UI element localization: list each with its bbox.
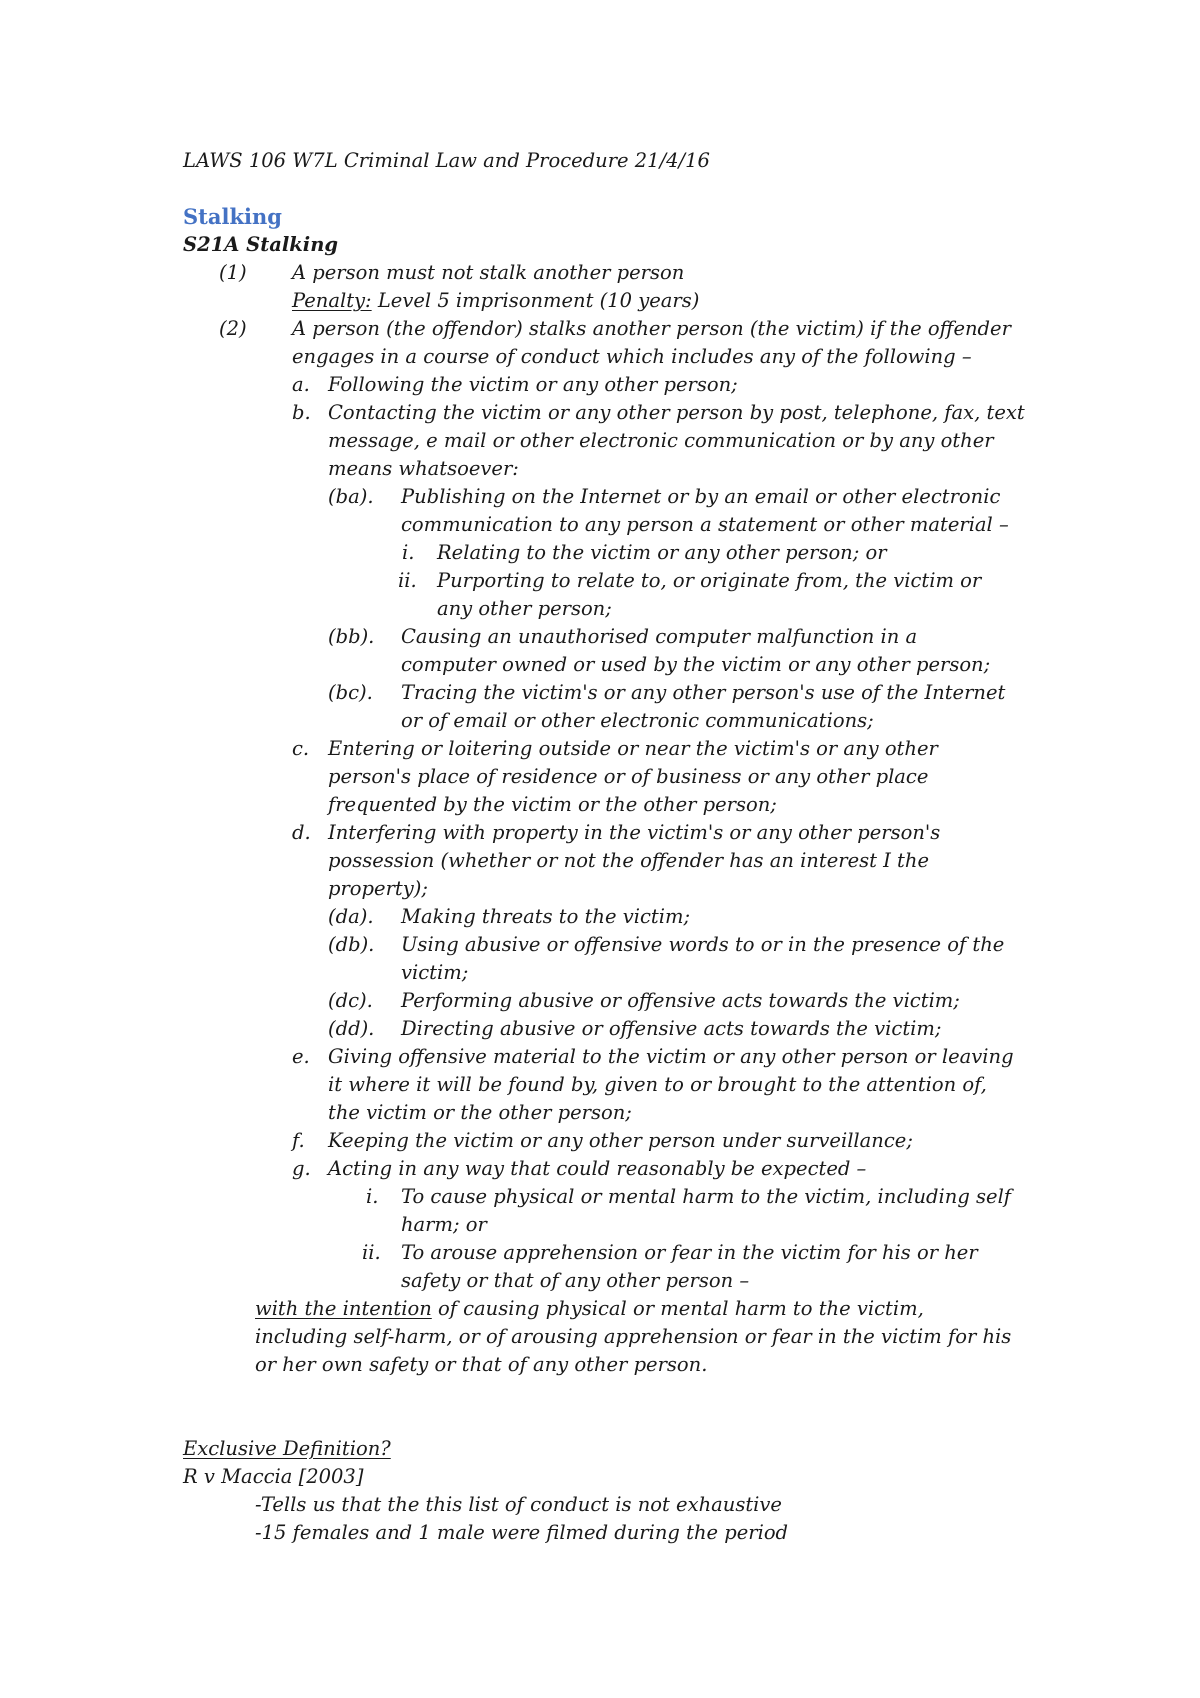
intention-line bbox=[255, 1295, 924, 1323]
item-marker: (da). bbox=[328, 905, 374, 928]
item-ba-ii-text: any other person; bbox=[437, 597, 612, 620]
item-marker: ii. bbox=[362, 1241, 381, 1264]
exclusive-definition-title: Exclusive Definition? bbox=[183, 1437, 391, 1460]
intention-text: of causing physical or mental harm to the victim, bbox=[431, 1297, 924, 1320]
item-marker: i. bbox=[366, 1185, 379, 1208]
intention-line: or her own safety or that of any other person. bbox=[255, 1353, 708, 1376]
item-marker: g. bbox=[292, 1157, 311, 1180]
item-g-text: Acting in any way that could reasonably be expected – bbox=[328, 1157, 867, 1180]
subsection-1-number: (1) bbox=[219, 261, 247, 284]
item-marker: (dd). bbox=[328, 1017, 375, 1040]
section-title: S21A Stalking bbox=[183, 233, 339, 256]
intention-line: including self-harm, or of arousing apprehension or fear in the victim for his bbox=[255, 1325, 1012, 1348]
item-dc-text: Performing abusive or offensive acts towards the victim; bbox=[401, 989, 960, 1012]
item-marker: ii. bbox=[398, 569, 417, 592]
item-ba-ii-text: Purporting to relate to, or originate from, the victim or bbox=[437, 569, 982, 592]
item-marker: f. bbox=[292, 1129, 305, 1152]
item-g-i-text: harm; or bbox=[401, 1213, 487, 1236]
item-ba-text: Publishing on the Internet or by an email or other electronic bbox=[401, 485, 1001, 508]
item-marker: (dc). bbox=[328, 989, 373, 1012]
item-marker: c. bbox=[292, 737, 310, 760]
item-bc-text: Tracing the victim's or any other person's use of the Internet bbox=[401, 681, 1006, 704]
item-marker: i. bbox=[402, 541, 415, 564]
item-e-text: the victim or the other person; bbox=[328, 1101, 632, 1124]
item-marker: a. bbox=[292, 373, 310, 396]
penalty-line bbox=[292, 287, 699, 315]
item-b-text: Contacting the victim or any other person by post, telephone, fax, text bbox=[328, 401, 1025, 424]
item-db-text: victim; bbox=[401, 961, 469, 984]
subsection-1-text: A person must not stalk another person bbox=[292, 261, 685, 284]
intention-underlined: with the intention bbox=[255, 1297, 432, 1320]
item-g-ii-text: To arouse apprehension or fear in the victim for his or her bbox=[401, 1241, 978, 1264]
case-note: -Tells us that the this list of conduct is not exhaustive bbox=[255, 1493, 782, 1516]
item-marker: b. bbox=[292, 401, 311, 424]
item-marker: d. bbox=[292, 821, 311, 844]
item-d-text: property); bbox=[328, 877, 428, 900]
item-g-ii-text: safety or that of any other person – bbox=[401, 1269, 750, 1292]
item-c-text: person's place of residence or of business or any other place bbox=[328, 765, 929, 788]
item-bc-text: or of email or other electronic communications; bbox=[401, 709, 874, 732]
item-ba-text: communication to any person a statement or other material – bbox=[401, 513, 1009, 536]
subsection-2-number: (2) bbox=[219, 317, 247, 340]
item-e-text: it where it will be found by, given to or brought to the attention of, bbox=[328, 1073, 987, 1096]
item-f-text: Keeping the victim or any other person under surveillance; bbox=[328, 1129, 913, 1152]
item-e-text: Giving offensive material to the victim or any other person or leaving bbox=[328, 1045, 1014, 1068]
item-marker: (bc). bbox=[328, 681, 373, 704]
document-header: LAWS 106 W7L Criminal Law and Procedure 21/4/16 bbox=[183, 149, 710, 172]
item-bb-text: Causing an unauthorised computer malfunction in a bbox=[401, 625, 918, 648]
item-marker: e. bbox=[292, 1045, 310, 1068]
item-d-text: Interfering with property in the victim's or any other person's bbox=[328, 821, 941, 844]
item-bb-text: computer owned or used by the victim or any other person; bbox=[401, 653, 991, 676]
subsection-2-line: A person (the offendor) stalks another person (the victim) if the offender bbox=[292, 317, 1011, 340]
case-citation: R v Maccia [2003] bbox=[183, 1465, 364, 1488]
penalty-label: Penalty: bbox=[292, 289, 372, 312]
item-da-text: Making threats to the victim; bbox=[401, 905, 691, 928]
item-marker: (bb). bbox=[328, 625, 375, 648]
item-ba-i-text: Relating to the victim or any other person; or bbox=[437, 541, 887, 564]
item-d-text: possession (whether or not the offender has an interest I the bbox=[328, 849, 929, 872]
item-b-text: means whatsoever: bbox=[328, 457, 519, 480]
item-g-i-text: To cause physical or mental harm to the victim, including self bbox=[401, 1185, 1012, 1208]
subsection-2-line: engages in a course of conduct which includes any of the following – bbox=[292, 345, 972, 368]
penalty-text: Level 5 imprisonment (10 years) bbox=[371, 289, 700, 312]
section-heading: Stalking bbox=[183, 204, 282, 229]
item-c-text: frequented by the victim or the other person; bbox=[328, 793, 777, 816]
item-db-text: Using abusive or offensive words to or in the presence of the bbox=[401, 933, 1005, 956]
case-note: -15 females and 1 male were filmed during the period bbox=[255, 1521, 789, 1544]
item-b-text: message, e mail or other electronic communication or by any other bbox=[328, 429, 994, 452]
item-dd-text: Directing abusive or offensive acts towards the victim; bbox=[401, 1017, 942, 1040]
item-a-text: Following the victim or any other person; bbox=[328, 373, 738, 396]
item-marker: (db). bbox=[328, 933, 375, 956]
item-c-text: Entering or loitering outside or near the victim's or any other bbox=[328, 737, 938, 760]
item-marker: (ba). bbox=[328, 485, 374, 508]
